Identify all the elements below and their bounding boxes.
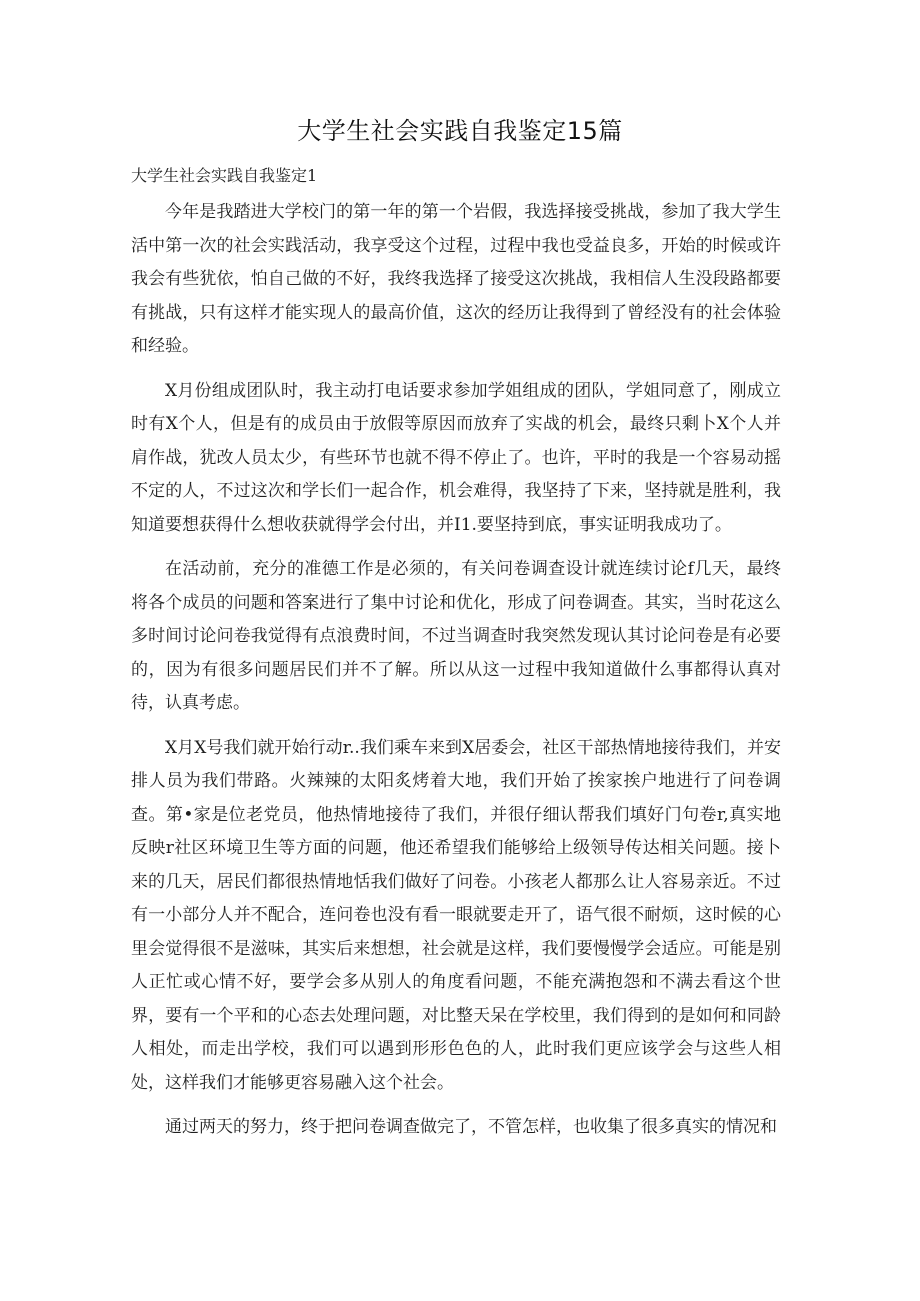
paragraph: 在活动前，充分的准德工作是必须的，有关问卷调查设计就连续讨论f几天，最终将各个成员的问题和答案进行了集中讨论和优化，形成了问卷调查。其实，当时花这么多时间讨论问卷我觉得有点浪费时间，不过当调查时我突然发现认其讨论问卷是有必要的，因为有很多问题居民们并不了解。所以从这一过程中我知道做什么事都得认真对待，认真考虑。 <box>131 559 781 713</box>
paragraph: 今年是我踏进大学校门的第一年的第一个岩假，我选择接受挑战，参加了我大学生活中第一次的社会实践活动，我享受这个过程，过程中我也受益良多，开始的时候或许我会有些犹依，怕自己做的不好，我终我选择了接受这次挑战，我相信人生没段路都要有挑战，只有这样才能实现人的最高价值，这次的经历让我得到了曾经没有的社会体验和经验。 <box>131 202 781 356</box>
paragraph: X月X号我们就开始行动r..我们乘车来到X居委会，社区干部热情地接待我们，并安排人员为我们带路。火辣辣的太阳炙烤着大地，我们开始了挨家挨户地进行了问卷调查。第•家是位老党员，他热情地接待了我们，并很仔细认帮我们填好门句卷r,真实地反映r社区环境卫生等方面的问题，他还希望我们能够给上级领导传达相关问题。接卜来的几天，居民们都很热情地恬我们做好了问卷。小孩老人都那么让人容易亲近。不过有一小部分人并不配合，连问卷也没有看一眼就要走开了，语气很不耐烦，这时候的心里会觉得很不是滋味，其实后来想想，社会就是这样，我们要慢慢学会适应。可能是别人正忙或心情不好，要学会多从别人的角度看问题，不能充满抱怨和不满去看这个世界，要有一个平和的心态去处理问题，对比整天呆在学校里，我们得到的是如何和同龄人相处，而走出学校，我们可以遇到形形色色的人，此时我们更应该学会与这些人相处，这样我们才能够更容易融入这个社会。 <box>131 737 781 1093</box>
section-heading: 大学生社会实践自我鉴定1 <box>131 166 318 185</box>
paragraph: X月份组成团队时，我主动打电话要求参加学姐组成的团队，学姐同意了，刚成立时有X个人，但是有的成员由于放假等原因而放弃了实战的机会，最终只剩卜X个人并肩作战，犹改人员太少，有些环节也就不得不停止了。也许，平时的我是一个容易动摇不定的人，不过这次和学长们一起合作，机会难得，我坚持了下来，坚持就是胜利，我知道要想获得什么想收获就得学会付出，并I1.要坚持到底，事实证明我成功了。 <box>131 380 781 535</box>
document-body <box>131 196 781 1156</box>
paragraph: 通过两天的努力，终于把问卷调查做完了，不管怎样，也收集了很多真实的情况和 <box>165 1117 777 1137</box>
document-title: 大学生社会实践自我鉴定15篇 <box>297 117 623 145</box>
